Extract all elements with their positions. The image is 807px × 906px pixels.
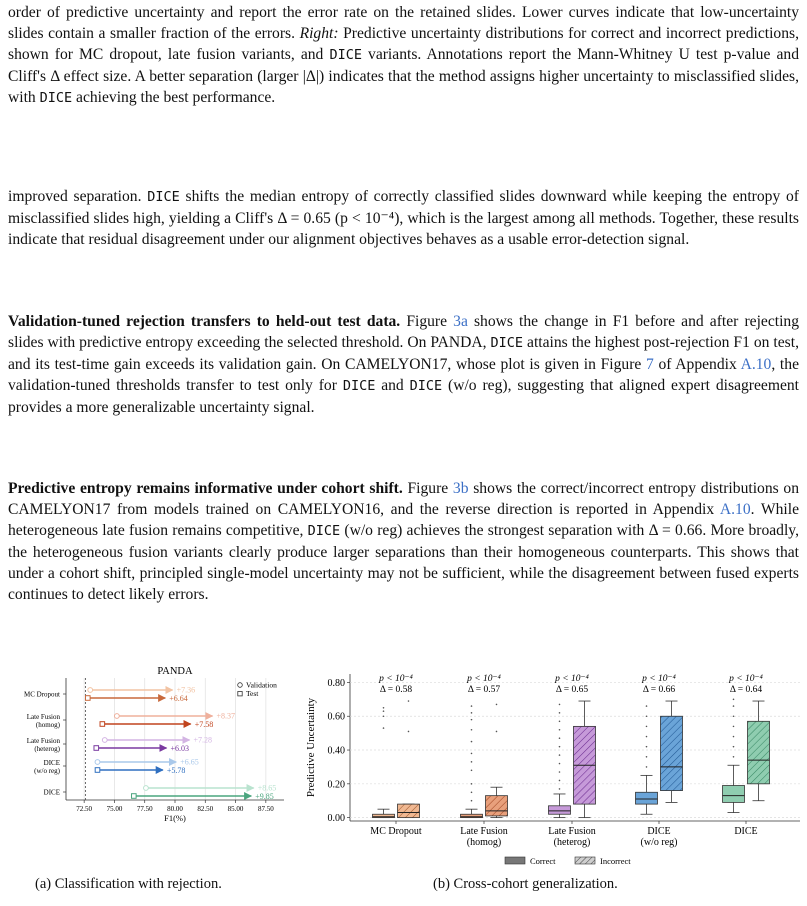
caption-a: (a) Classification with rejection. [35,876,222,892]
test-start-marker [94,746,99,751]
validation-gain-label: +6.65 [180,757,199,767]
validation-start-marker [102,738,107,743]
validation-start-marker [144,786,149,791]
text: Figure [402,480,453,497]
incorrect-box [661,716,683,790]
correct-outlier [383,707,385,709]
text: improved separation. [8,188,148,205]
row-label: DICE [43,759,60,767]
row-label: Late Fusion [26,737,60,745]
test-start-marker [86,696,91,701]
y-axis-label: Predictive Uncertainty [305,697,317,798]
x-tick-sublabel: (w/o reg) [640,837,678,848]
x-tick-label: 77.50 [136,805,153,813]
correct-outlier [559,771,561,773]
pvalue-annotation: p < 10⁻⁴ [729,674,763,684]
incorrect-outlier [496,731,498,733]
text: variants. Annotations report the Mann-Whitney U test p-value and Cliff's Δ effect size. A better separation (larger |Δ|) indicates that the method assigns higher uncertainty to misclassified slides, with [8,46,799,106]
method-name: DICE [342,378,376,394]
figure-link[interactable]: 3a [453,313,468,330]
incorrect-box [398,804,420,818]
text: shows the change in F1 before and after rejecting slides with predictive entropy exceeding the selected threshold. On PANDA, [8,313,800,351]
uncertainty-boxplot [300,668,807,868]
correct-outlier [471,741,473,743]
incorrect-box [748,721,770,784]
correct-outlier [471,783,473,785]
test-gain-label: +9.85 [255,792,274,801]
correct-outlier [471,800,473,802]
correct-outlier [471,705,473,707]
correct-outlier [559,729,561,731]
incorrect-outlier [408,700,410,702]
row-sublabel: (heterog) [34,745,60,753]
correct-outlier [733,705,735,707]
effect-size-annotation: Δ = 0.58 [379,685,413,695]
pvalue-annotation: p < 10⁻⁴ [642,674,676,684]
validation-gain-label: +8.65 [257,783,277,793]
text: and [375,377,410,394]
correct-outlier [471,712,473,714]
validation-start-marker [88,688,93,693]
correct-outlier [646,746,648,748]
validation-gain-label: +7.36 [176,685,196,695]
x-tick-label: 85.00 [227,805,244,813]
correct-outlier [559,721,561,723]
row-label: DICE [43,788,60,797]
method-name: DICE [147,189,180,205]
correct-outlier [733,746,735,748]
pvalue-annotation: p < 10⁻⁴ [379,674,413,684]
correct-outlier [471,761,473,763]
method-name: DICE [409,378,443,394]
row-sublabel: (w/o reg) [34,767,60,775]
appendix-link[interactable]: A.10 [740,356,772,373]
chart-title: PANDA [157,666,193,677]
effect-size-annotation: Δ = 0.65 [555,685,589,695]
x-tick-label: 72.50 [76,805,93,813]
test-start-marker [132,794,137,799]
x-tick-label: Late Fusion [548,826,596,837]
effect-size-annotation: Δ = 0.64 [729,685,763,695]
x-axis-label: F1(%) [164,813,186,823]
validation-start-marker [114,714,119,719]
correct-outlier [559,704,561,706]
text: . While heterogeneous late fusion remains competitive, [8,501,799,539]
y-tick-label: 0.00 [327,813,345,825]
figure-link[interactable]: 3b [452,480,469,497]
effect-size-annotation: Δ = 0.57 [467,685,501,695]
correct-outlier [559,746,561,748]
test-gain-label: +7.58 [194,720,214,729]
validation-gain-label: +7.28 [193,735,213,745]
correct-outlier [559,737,561,739]
correct-outlier [646,736,648,738]
text: of Appendix [653,356,741,373]
x-tick-label: 80.00 [167,805,183,813]
text: Predictive uncertainty distributions for correct and incorrect predictions, shown for MC dropout, late fusion variants, and [8,25,799,63]
correct-outlier [733,715,735,717]
test-gain-label: +5.78 [166,766,186,775]
validation-gain-label: +8.37 [216,711,236,721]
correct-outlier [471,719,473,721]
method-name: DICE [307,523,341,539]
correct-outlier [471,791,473,793]
correct-box [723,786,745,803]
correct-outlier [559,712,561,714]
row-label: Late Fusion [26,713,60,721]
legend-validation-label: Validation [246,680,277,690]
x-tick-sublabel: (homog) [466,837,502,848]
correct-outlier [559,763,561,765]
legend-validation-marker [238,683,243,688]
text: (w/o reg), suggesting that aligned expert disagreement provides a more generalizable uncertainty signal. [8,377,800,416]
text: order of predictive uncertainty and report the error rate on the retained slides. Lower curves indicate that low-uncertainty slides contain a smaller fraction of the errors. [8,4,799,42]
correct-outlier [559,788,561,790]
test-gain-label: +6.03 [170,744,190,753]
effect-size-annotation: Δ = 0.66 [642,685,676,695]
correct-box [636,792,658,804]
text-italic: Right: [299,25,339,42]
correct-outlier [646,766,648,768]
correct-outlier [559,754,561,756]
incorrect-outlier [408,731,410,733]
x-tick-label: Late Fusion [460,826,508,837]
correct-outlier [471,753,473,755]
x-tick-label: 75.00 [106,805,123,813]
legend-correct-swatch [505,857,525,864]
correct-outlier [471,729,473,731]
x-tick-sublabel: (heterog) [553,837,591,848]
correct-outlier [733,756,735,758]
correct-outlier [646,705,648,707]
method-name: DICE [39,90,73,106]
correct-outlier [646,756,648,758]
correct-outlier [733,736,735,738]
correct-outlier [646,715,648,717]
paragraph-1 [8,2,799,109]
correct-outlier [383,710,385,712]
paragraph-2 [8,186,799,250]
text: , the validation-tuned thresholds transfer to test only for [8,356,799,394]
test-start-marker [100,722,105,727]
paragraph-4 [8,478,799,605]
text: shows the correct/incorrect entropy distributions on CAMELYON17 from models trained on CAMELYON16, and the reverse direction is reported in Appendix [8,480,799,518]
test-start-marker [95,768,100,773]
correct-outlier [559,780,561,782]
correct-outlier [383,715,385,717]
correct-box [549,806,571,814]
text: attains the highest post-rejection F1 on test, and its test-time gain exceeds its validation gain. On CAMELYON17, whose plot is given in Figure [8,334,799,373]
row-sublabel: (homog) [35,721,60,729]
validation-start-marker [95,760,100,765]
y-tick-label: 0.80 [327,677,345,689]
test-gain-label: +6.64 [169,694,188,703]
correct-outlier [733,726,735,728]
legend-correct-label: Correct [530,856,556,866]
method-name: DICE [329,47,362,63]
paragraph-heading: Validation-tuned rejection transfers to held-out test data. [8,313,401,330]
caption-b: (b) Cross-cohort generalization. [433,876,618,892]
legend-incorrect-label: Incorrect [600,856,631,866]
rejection-chart [0,664,300,824]
legend-incorrect-swatch [575,857,595,864]
figure-link[interactable]: 7 [646,356,654,373]
text: achieving the best performance. [72,89,276,106]
incorrect-outlier [496,704,498,706]
x-tick-label: 82.50 [197,805,214,813]
pvalue-annotation: p < 10⁻⁴ [467,674,501,684]
row-label: MC Dropout [24,690,60,699]
text: shifts the median entropy of correctly classified slides downward while keeping the entropy of misclassified slides high, yielding a Cliff's Δ = 0.65 (p < 10⁻⁴), which is the largest among all methods. Together, these results indicate that residual disagreement under our alignment objectives behaves as a usable error-detection signal. [8,188,799,248]
y-tick-label: 0.40 [327,745,345,757]
correct-outlier [471,770,473,772]
incorrect-box [486,796,508,816]
paragraph-heading: Predictive entropy remains informative under cohort shift. [8,480,403,497]
correct-outlier [646,726,648,728]
x-tick-label: DICE [734,826,758,837]
text: (w/o reg) achieves the strongest separation with Δ = 0.66. More broadly, the heterogeneous fusion variants clearly produce larger separations than their homogeneous counterparts. This shows that under a cohort shift, principled single-model uncertainty may not be sufficient, while the disagreement between fused experts continues to detect likely errors. [8,522,799,603]
method-name: DICE [490,335,524,351]
y-tick-label: 0.60 [327,711,345,723]
x-tick-label: MC Dropout [370,826,422,837]
legend-test-marker [238,692,242,696]
pvalue-annotation: p < 10⁻⁴ [555,674,589,684]
y-tick-label: 0.20 [327,779,345,791]
correct-outlier [383,727,385,729]
x-tick-label: 87.50 [257,805,274,813]
paragraph-3 [8,311,799,418]
correct-outlier [733,699,735,701]
x-tick-label: DICE [647,826,671,837]
legend-test-label: Test [246,689,259,698]
text: Figure [400,313,454,330]
appendix-link[interactable]: A.10 [719,501,751,518]
